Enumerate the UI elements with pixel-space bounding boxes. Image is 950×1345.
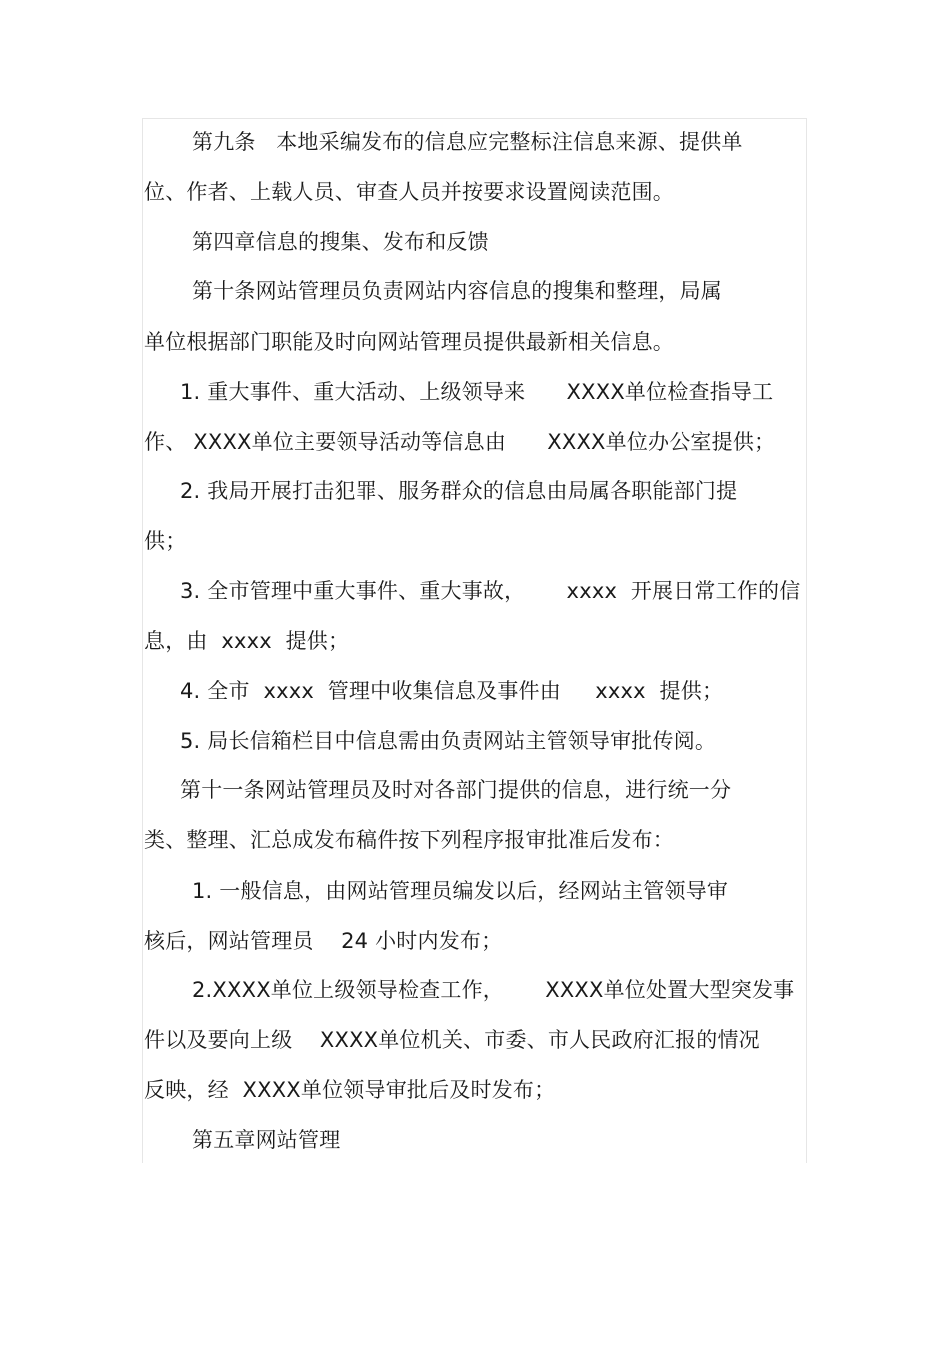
procedure-item-1-line-1: 1. 一般信息，由网站管理员编发以后，经网站主管领导审 [192,879,729,903]
procedure-item-2-line-3: 反映，经 XXXX单位领导审批后及时发布； [144,1078,556,1102]
procedure-item-2-line-1: 2.XXXX单位上级领导检查工作， XXXX单位处置大型突发事 [192,978,795,1002]
list-item-3-line-2: 息，由 xxxx 提供； [144,629,350,653]
list-item-1-line-2: 作、 XXXX单位主要领导活动等信息由 XXXX单位办公室提供； [144,430,776,454]
list-item-2-line-1: 2. 我局开展打击犯罪、服务群众的信息由局属各职能部门提 [180,479,738,503]
paragraph-article-9-line-1: 第九条 本地采编发布的信息应完整标注信息来源、提供单 [192,130,743,154]
procedure-item-2-line-2: 件以及要向上级 XXXX单位机关、市委、市人民政府汇报的情况 [144,1028,760,1052]
paragraph-article-10-line-1: 第十条网站管理员负责网站内容信息的搜集和整理，局属 [192,279,722,303]
list-item-4: 4. 全市 xxxx 管理中收集信息及事件由 xxxx 提供； [180,679,724,703]
paragraph-article-9-line-2: 位、作者、上载人员、审查人员并按要求设置阅读范围。 [144,180,674,204]
paragraph-article-11-line-1: 第十一条网站管理员及时对各部门提供的信息，进行统一分 [180,778,732,802]
list-item-1-line-1: 1. 重大事件、重大活动、上级领导来 XXXX单位检查指导工 [180,380,774,404]
list-item-2-line-2: 供； [144,529,187,553]
paragraph-article-11-line-2: 类、整理、汇总成发布稿件按下列程序报审批准后发布： [144,828,674,852]
list-item-3-line-1: 3. 全市管理中重大事件、重大事故， xxxx 开展日常工作的信 [180,579,801,603]
paragraph-article-10-line-2: 单位根据部门职能及时向网站管理员提供最新相关信息。 [144,330,674,354]
list-item-5: 5. 局长信箱栏目中信息需由负责网站主管领导审批传阅。 [180,729,717,753]
chapter-4-heading: 第四章信息的搜集、发布和反馈 [192,230,489,254]
procedure-item-1-line-2: 核后，网站管理员 24 小时内发布； [144,929,503,953]
chapter-5-heading: 第五章网站管理 [192,1128,341,1152]
